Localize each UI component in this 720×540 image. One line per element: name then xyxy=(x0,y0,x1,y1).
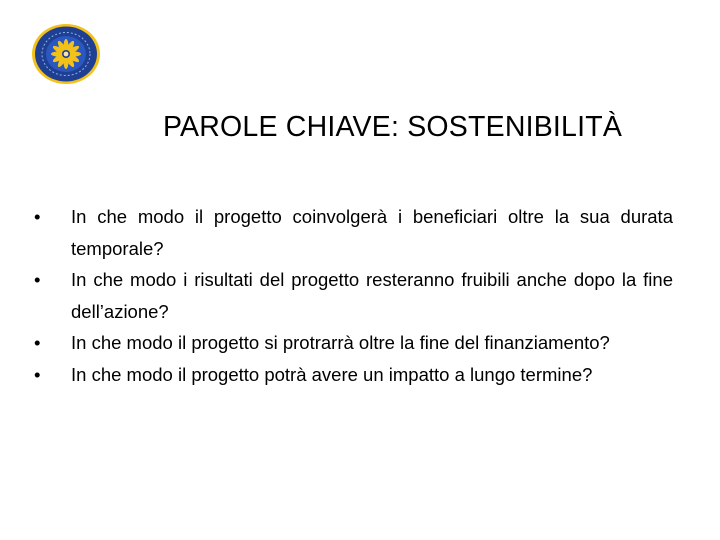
list-item xyxy=(34,264,673,327)
slide-title: PAROLE CHIAVE: SOSTENIBILITÀ xyxy=(162,111,623,143)
organization-logo xyxy=(31,23,101,85)
list-item-text: In che modo i risultati del progetto resteranno fruibili anche dopo la fine dell’azione? xyxy=(71,269,673,322)
organization-emblem-icon xyxy=(31,23,101,85)
list-item-text: In che modo il progetto potrà avere un impatto a lungo termine? xyxy=(71,363,593,385)
list-item xyxy=(34,327,673,359)
bullet-list xyxy=(34,201,673,390)
bullet-icon: • xyxy=(34,332,41,353)
bullet-icon: • xyxy=(34,206,41,227)
list-item-text: In che modo il progetto si protrarrà oltre la fine del finanziamento? xyxy=(71,332,610,353)
list-item xyxy=(34,359,673,391)
bullet-icon: • xyxy=(34,363,41,385)
list-item xyxy=(34,201,673,264)
bullet-icon: • xyxy=(34,269,41,290)
list-item-text: In che modo il progetto coinvolgerà i beneficiari oltre la sua durata temporale? xyxy=(71,206,673,259)
